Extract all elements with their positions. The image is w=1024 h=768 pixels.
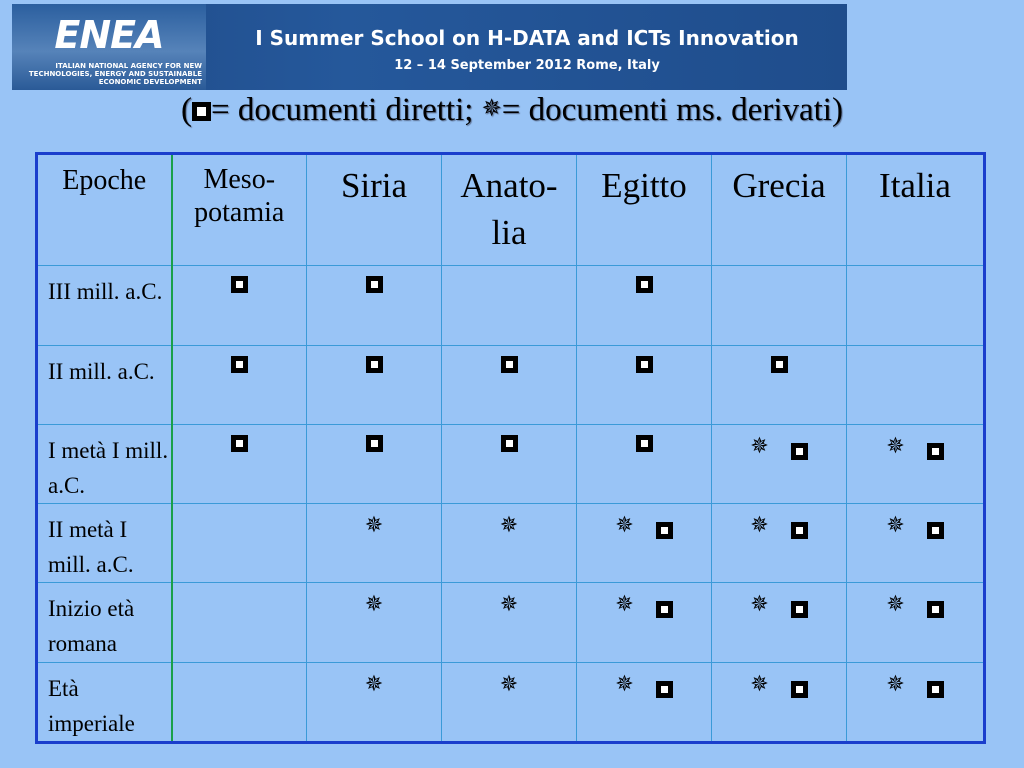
square-bullet-icon xyxy=(501,435,518,452)
table-cell xyxy=(847,424,985,503)
table-header-row xyxy=(37,154,985,266)
legend-open-paren: ( xyxy=(181,92,193,128)
enea-logo xyxy=(12,4,206,90)
table-cell xyxy=(172,583,307,662)
table-cell xyxy=(577,504,712,583)
row-label: Inizio età romana xyxy=(37,583,172,662)
table-cell xyxy=(442,504,577,583)
legend-derived-text: = documenti ms. derivati) xyxy=(501,92,843,128)
table-cell xyxy=(577,345,712,424)
table-cell xyxy=(442,662,577,742)
square-bullet-icon xyxy=(231,276,248,293)
star-bullet-icon: ✵ xyxy=(499,670,519,696)
star-bullet-icon: ✵ xyxy=(886,591,905,617)
enea-logo-text: ENEA xyxy=(54,13,164,57)
star-bullet-icon: ✵ xyxy=(886,670,905,696)
table-cell xyxy=(307,583,442,662)
square-bullet-icon xyxy=(231,435,248,452)
row-label: III mill. a.C. xyxy=(37,266,172,345)
square-bullet-icon xyxy=(927,601,944,618)
square-bullet-icon xyxy=(927,522,944,539)
documents-table xyxy=(35,152,986,744)
star-bullet-icon: ✵ xyxy=(364,670,384,696)
row-label: I metà I mill. a.C. xyxy=(37,424,172,503)
column-header: Italia xyxy=(847,154,985,266)
column-header: Meso- potamia xyxy=(172,154,307,266)
square-bullet-icon xyxy=(636,435,653,452)
star-bullet-icon: ✵ xyxy=(615,591,634,617)
banner-dates: 12 – 14 September 2012 Rome, Italy xyxy=(394,58,660,73)
column-header: Anato- lia xyxy=(442,154,577,266)
star-bullet-icon: ✵ xyxy=(750,591,769,617)
table-cell xyxy=(712,504,847,583)
table-cell xyxy=(307,345,442,424)
table-cell xyxy=(577,266,712,345)
star-bullet-icon: ✵ xyxy=(615,512,634,538)
event-banner xyxy=(12,4,847,90)
table-cell xyxy=(847,662,985,742)
square-bullet-icon xyxy=(501,356,518,373)
table-cell xyxy=(847,583,985,662)
square-bullet-icon xyxy=(791,681,808,698)
square-bullet-icon xyxy=(791,522,808,539)
table-cell xyxy=(172,662,307,742)
star-bullet-icon: ✵ xyxy=(886,432,905,458)
star-bullet-icon: ✵ xyxy=(750,432,769,458)
enea-logo-tagline: ITALIAN NATIONAL AGENCY FOR NEW TECHNOLOGIES, ENERGY AND SUSTAINABLE ECONOMIC DEVELOPMENT xyxy=(28,62,202,86)
table-cell xyxy=(307,266,442,345)
star-bullet-icon: ✵ xyxy=(615,670,634,696)
table-cell xyxy=(712,266,847,345)
table-cell xyxy=(442,424,577,503)
table-cell xyxy=(577,424,712,503)
square-bullet-icon xyxy=(366,356,383,373)
table-row xyxy=(37,504,985,583)
square-bullet-icon xyxy=(791,443,808,460)
square-bullet-icon xyxy=(927,681,944,698)
column-header: Grecia xyxy=(712,154,847,266)
star-bullet-icon: ✵ xyxy=(499,512,519,538)
star-bullet-icon: ✵ xyxy=(750,512,769,538)
table-row xyxy=(37,266,985,345)
table-cell xyxy=(847,345,985,424)
table-cell xyxy=(712,583,847,662)
table-row xyxy=(37,583,985,662)
table-cell xyxy=(172,345,307,424)
star-bullet-icon: ✵ xyxy=(750,670,769,696)
square-bullet-icon xyxy=(231,356,248,373)
column-header: Egitto xyxy=(577,154,712,266)
square-bullet-icon xyxy=(791,601,808,618)
star-bullet-icon: ✵ xyxy=(499,591,519,617)
table-cell xyxy=(712,424,847,503)
star-bullet-icon: ✵ xyxy=(364,591,384,617)
table-cell xyxy=(307,424,442,503)
row-label: II mill. a.C. xyxy=(37,345,172,424)
star-bullet-icon: ✵ xyxy=(481,96,502,122)
table-cell xyxy=(172,504,307,583)
square-bullet-icon xyxy=(656,601,673,618)
square-bullet-icon xyxy=(636,356,653,373)
square-bullet-icon xyxy=(927,443,944,460)
table-cell xyxy=(577,662,712,742)
table-cell xyxy=(172,266,307,345)
table-cell xyxy=(442,266,577,345)
table-cell xyxy=(442,345,577,424)
table-row xyxy=(37,662,985,742)
row-label: II metà I mill. a.C. xyxy=(37,504,172,583)
table-row xyxy=(37,424,985,503)
table-cell xyxy=(307,504,442,583)
legend-line xyxy=(0,92,1024,129)
star-bullet-icon: ✵ xyxy=(886,512,905,538)
table-cell xyxy=(712,662,847,742)
square-bullet-icon xyxy=(366,276,383,293)
table-cell xyxy=(442,583,577,662)
square-bullet-icon xyxy=(192,102,211,121)
square-bullet-icon xyxy=(771,356,788,373)
square-bullet-icon xyxy=(366,435,383,452)
table-body xyxy=(37,266,985,743)
row-label: Età imperiale xyxy=(37,662,172,742)
table-cell xyxy=(712,345,847,424)
table-cell xyxy=(172,424,307,503)
square-bullet-icon xyxy=(656,681,673,698)
table-row xyxy=(37,345,985,424)
column-header: Siria xyxy=(307,154,442,266)
square-bullet-icon xyxy=(656,522,673,539)
column-header: Epoche xyxy=(37,154,172,266)
table-cell xyxy=(577,583,712,662)
table-cell xyxy=(307,662,442,742)
table-cell xyxy=(847,504,985,583)
legend-direct-text: = documenti diretti; xyxy=(211,92,474,128)
banner-title: I Summer School on H-DATA and ICTs Innovation xyxy=(255,26,799,50)
star-bullet-icon: ✵ xyxy=(364,512,384,538)
table-cell xyxy=(847,266,985,345)
square-bullet-icon xyxy=(636,276,653,293)
